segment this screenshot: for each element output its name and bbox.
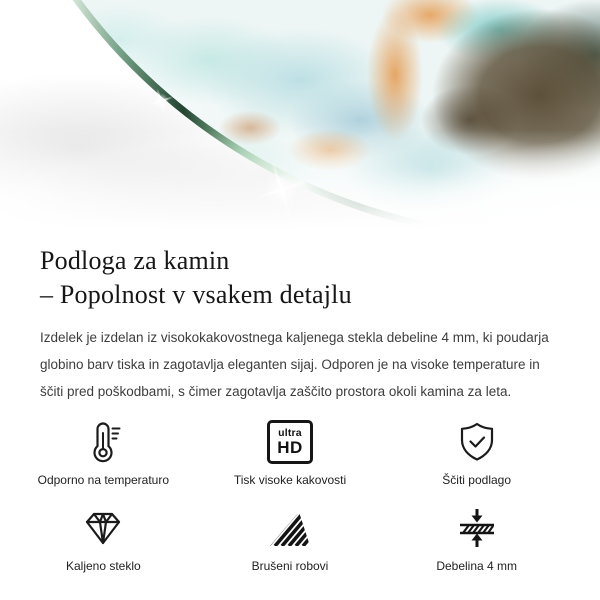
feature-protects-surface bbox=[383, 419, 570, 487]
polished-edges-icon bbox=[268, 505, 312, 551]
product-image-glass-panel[interactable] bbox=[0, 0, 600, 236]
feature-thickness bbox=[383, 505, 570, 573]
thickness-icon bbox=[455, 505, 499, 551]
feature-polished-edges bbox=[197, 505, 384, 573]
ultra-hd-badge-top: ultra bbox=[278, 426, 302, 439]
feature-label: Ščiti podlago bbox=[442, 473, 512, 487]
feature-tempered-glass bbox=[10, 505, 197, 573]
title-line-1: Podloga za kamin bbox=[40, 246, 230, 275]
page-title bbox=[40, 244, 560, 312]
feature-label: Brušeni robovi bbox=[251, 559, 329, 573]
sparkle-icon bbox=[148, 88, 174, 114]
feature-print-quality bbox=[197, 419, 384, 487]
product-description-section bbox=[0, 244, 600, 573]
ultra-hd-icon bbox=[267, 419, 313, 465]
sparkle-icon bbox=[252, 160, 312, 220]
feature-label: Debelina 4 mm bbox=[436, 559, 518, 573]
feature-label: Kaljeno steklo bbox=[65, 559, 141, 573]
feature-label: Tisk visoke kakovosti bbox=[233, 473, 347, 487]
ultra-hd-badge-bottom: HD bbox=[277, 438, 303, 458]
thermometer-icon bbox=[81, 419, 125, 465]
shield-check-icon bbox=[455, 419, 499, 465]
feature-temperature-resistant bbox=[10, 419, 197, 487]
title-line-2: – Popolnost v vsakem detajlu bbox=[40, 280, 352, 309]
product-description-text: Izdelek je izdelan iz visokokakovostnega kaljenega stekla debeline 4 mm, ki poudarja globino barv tiska in zagotavlja eleganten sijaj. Odporen je na visoke temperature in ščiti pred poškodbami, s čimer zagotavlja zaščito prostora okoli kamina za leta. bbox=[40, 330, 549, 399]
feature-label: Odporno na temperaturo bbox=[37, 473, 170, 487]
diamond-icon bbox=[81, 505, 125, 551]
feature-grid bbox=[10, 419, 570, 573]
